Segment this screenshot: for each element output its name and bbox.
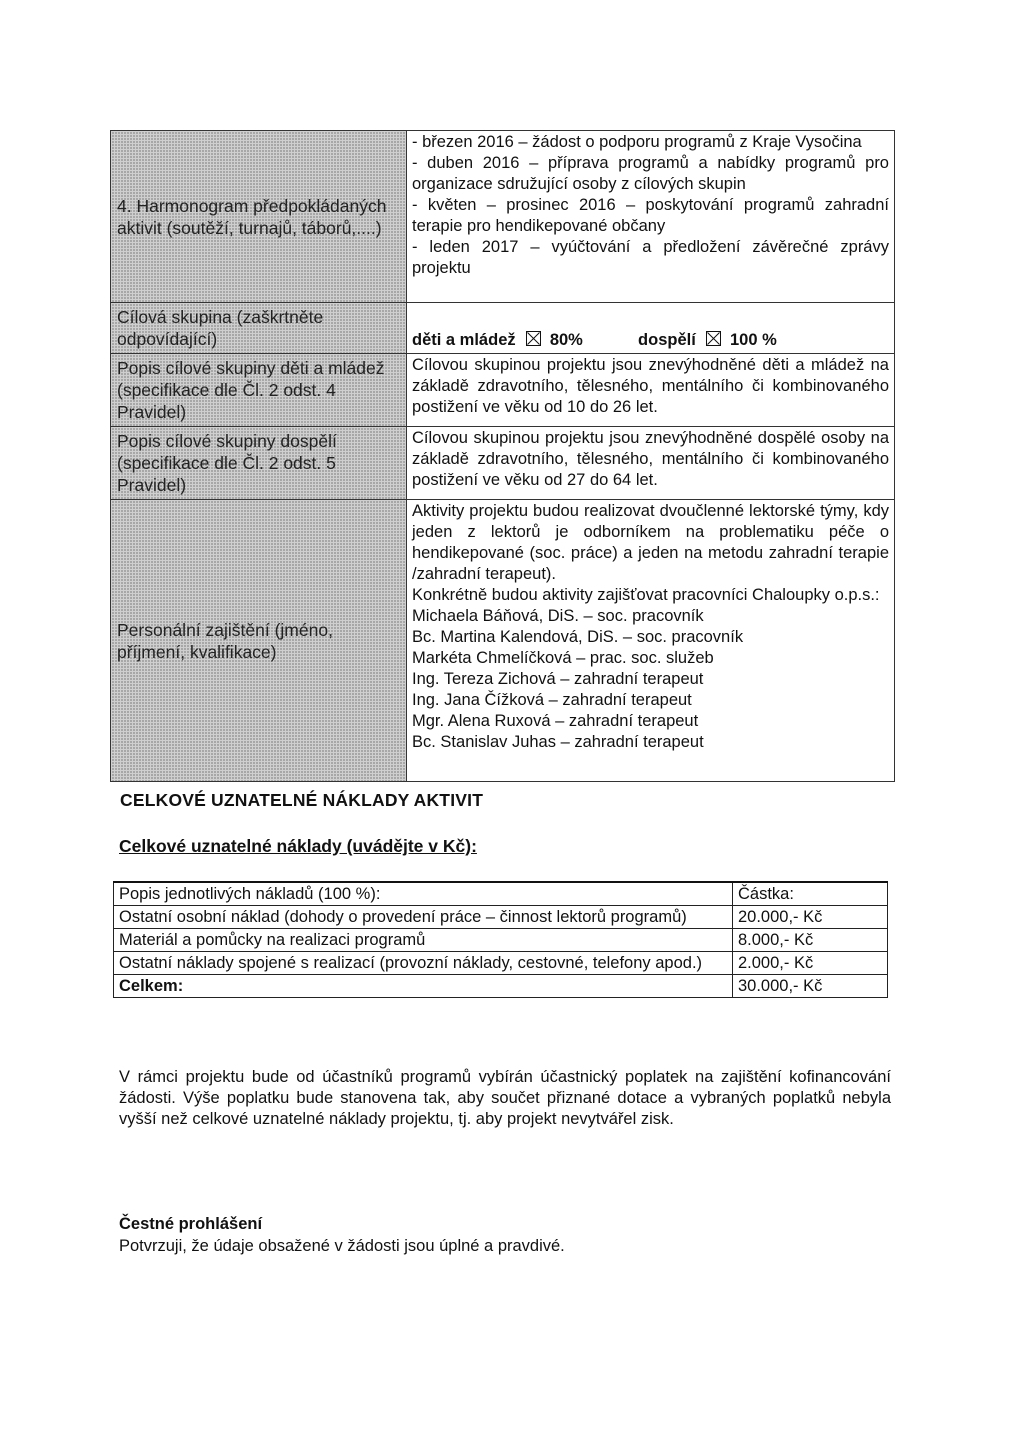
children-checked-checkbox-icon[interactable]	[526, 331, 541, 346]
staff-member: Ing. Tereza Zichová – zahradní terapeut	[412, 670, 704, 688]
table-row	[114, 906, 888, 929]
cost-amount: 20.000,- Kč	[733, 906, 888, 929]
cost-description: Ostatní náklady spojené s realizací (provozní náklady, cestovné, telefony apod.)	[114, 952, 733, 975]
costs-header-row	[114, 882, 888, 906]
staff-intro: Aktivity projektu budou realizovat dvoučlenné lektorské týmy, kdy jeden z lektorů je odborníkem na problematiku péče o hendikepované (soc. práce) a jeden na metodu zahradní terapie /zahradní terapeut).	[412, 502, 889, 583]
target-group-content	[407, 303, 895, 354]
harmonogram-line: - březen 2016 – žádost o podporu programů z Kraje Vysočina	[412, 133, 862, 151]
staff-member: Markéta Chmelíčková – prac. soc. služeb	[412, 649, 714, 667]
table-row	[114, 952, 888, 975]
harmonogram-row	[111, 131, 895, 303]
children-description-label: Popis cílové skupiny děti a mládež (specifikace dle Čl. 2 odst. 4 Pravidel)	[111, 354, 407, 427]
costs-section-title: CELKOVÉ UZNATELNÉ NÁKLADY AKTIVIT	[120, 790, 484, 810]
declaration-title: Čestné prohlášení	[119, 1215, 263, 1233]
harmonogram-line: - květen – prosinec 2016 – poskytování programů zahradní terapie pro hendikepované občany	[412, 196, 889, 235]
adults-group-label: dospělí	[638, 331, 696, 349]
staff-member: Bc. Stanislav Juhas – zahradní terapeut	[412, 733, 704, 751]
children-description-row	[111, 354, 895, 427]
costs-total-amount: 30.000,- Kč	[733, 975, 888, 998]
staff-member: Ing. Jana Čížková – zahradní terapeut	[412, 691, 692, 709]
adults-checked-checkbox-icon[interactable]	[706, 331, 721, 346]
staff-member: Bc. Martina Kalendová, DiS. – soc. pracovník	[412, 628, 744, 646]
costs-subtitle: Celkové uznatelné náklady (uvádějte v Kč):	[119, 836, 477, 856]
adults-description-text: Cílovou skupinou projektu jsou znevýhodněné dospělé osoby na základě zdravotního, tělesného, mentálního či kombinovaného postižení ve věku od 27 do 64 let.	[407, 427, 895, 500]
harmonogram-label: 4. Harmonogram předpokládaných aktivit (soutěží, turnajů, táborů,....)	[111, 131, 407, 303]
fee-paragraph: V rámci projektu bude od účastníků programů vybírán účastnický poplatek na zajištění kofinancování žádosti. Výše poplatku bude stanovena tak, aby součet přiznané dotace a vybraných poplatků nebyla vyšší než celkové uznatelné náklady projektu, tj. aby projekt nevytvářel zisk.	[119, 1068, 891, 1128]
project-info-table	[110, 130, 895, 782]
cost-amount: 2.000,- Kč	[733, 952, 888, 975]
harmonogram-line: - leden 2017 – vyúčtování a předložení závěrečné zprávy projektu	[412, 238, 889, 277]
staff-member: Mgr. Alena Ruxová – zahradní terapeut	[412, 712, 699, 730]
staff-row	[111, 500, 895, 782]
adults-description-row	[111, 427, 895, 500]
adults-description-label: Popis cílové skupiny dospělí (specifikace dle Čl. 2 odst. 5 Pravidel)	[111, 427, 407, 500]
target-group-row	[111, 303, 895, 354]
staff-content	[407, 500, 895, 782]
cost-description: Materiál a pomůcky na realizaci programů	[114, 929, 733, 952]
costs-total-row	[114, 975, 888, 998]
table-row	[114, 929, 888, 952]
staff-intro-2: Konkrétně budou aktivity zajišťovat pracovníci Chaloupky o.p.s.:	[412, 586, 880, 604]
harmonogram-line: - duben 2016 – příprava programů a nabídky programů pro organizace sdružující osoby z cílových skupin	[412, 154, 889, 193]
costs-table	[113, 881, 888, 998]
staff-member: Michaela Báňová, DiS. – soc. pracovník	[412, 607, 704, 625]
target-group-label: Cílová skupina (zaškrtněte odpovídající)	[111, 303, 407, 354]
children-percentage: 80%	[549, 331, 583, 349]
children-description-text: Cílovou skupinou projektu jsou znevýhodněné děti a mládež na základě zdravotního, tělesného, mentálního či kombinovaného postižení ve věku od 10 do 26 let.	[407, 354, 895, 427]
declaration-text: Potvrzuji, že údaje obsažené v žádosti jsou úplné a pravdivé.	[119, 1237, 565, 1255]
cost-description: Ostatní osobní náklad (dohody o provedení práce – činnost lektorů programů)	[114, 906, 733, 929]
costs-header-amount: Částka:	[733, 882, 888, 906]
cost-amount: 8.000,- Kč	[733, 929, 888, 952]
harmonogram-content	[407, 131, 895, 303]
costs-total-label: Celkem:	[114, 975, 733, 998]
staff-label: Personální zajištění (jméno, příjmení, kvalifikace)	[111, 500, 407, 782]
children-group-label: děti a mládež	[412, 331, 516, 349]
costs-header-description: Popis jednotlivých nákladů (100 %):	[114, 882, 733, 906]
adults-percentage: 100 %	[729, 331, 777, 349]
